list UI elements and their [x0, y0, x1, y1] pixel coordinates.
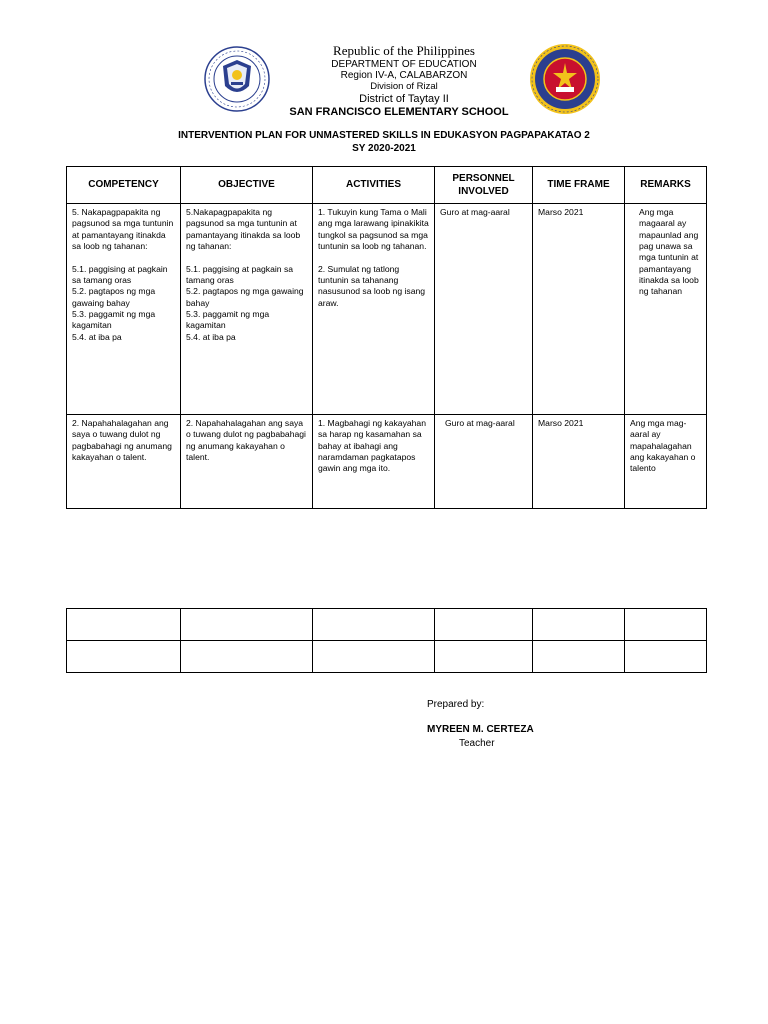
document-title	[0, 129, 768, 155]
title-line-1: INTERVENTION PLAN FOR UNMASTERED SKILLS IN EDUKASYON PAGPAPAKATAO 2	[178, 130, 590, 141]
blank-cell	[67, 609, 181, 641]
table-row	[67, 204, 707, 415]
blank-row	[67, 609, 707, 641]
remarks-cell: Ang mga mag-aaral ay mapahalagahan ang kakayahan o talento	[625, 415, 707, 509]
blank-cell	[435, 641, 533, 673]
division-text: Division of Rizal	[370, 80, 438, 92]
title-line-2: SY 2020-2021	[352, 143, 416, 154]
blank-cell	[181, 609, 313, 641]
school-name: SAN FRANCISCO ELEMENTARY SCHOOL	[289, 105, 509, 118]
table-header-row	[67, 167, 707, 204]
personnel-cell: Guro at mag-aaral	[435, 415, 533, 509]
header-activities: ACTIVITIES	[313, 167, 435, 204]
prepared-by-label: Prepared by:	[427, 699, 485, 710]
department-text: DEPARTMENT OF EDUCATION	[331, 58, 477, 70]
preparer-name: MYREEN M. CERTEZA	[427, 724, 534, 735]
table-row	[67, 415, 707, 509]
blank-cell	[533, 609, 625, 641]
blank-cell	[313, 609, 435, 641]
header-remarks: REMARKS	[625, 167, 707, 204]
remarks-cell: Ang mga magaaral ay mapaunlad ang pag unawa sa mga tuntunin at pamantayang itinakda sa loob ng tahanan	[625, 204, 707, 415]
blank-cell	[67, 641, 181, 673]
header-personnel: PERSONNEL INVOLVED	[435, 167, 533, 204]
time-frame-cell: Marso 2021	[533, 415, 625, 509]
competency-cell: 5. Nakapagpapakita ng pagsunod sa mga tuntunin at pamantayang itinakda sa loob ng tahanan: 5.1. paggising at pagkain sa tamang oras 5.2. pagtapos ng mga gawaing bahay 5.3. paggamit ng mga kagamitan 5.4. at iba pa	[67, 204, 181, 415]
blank-cell	[625, 641, 707, 673]
blank-cell	[313, 641, 435, 673]
intervention-plan-table	[66, 166, 707, 509]
preparer-role: Teacher	[459, 738, 495, 749]
district-text: District of Taytay II	[359, 92, 449, 105]
activities-cell: 1. Magbahagi ng kakayahan sa harap ng kasamahan sa bahay at ibahagi ang naramdaman pagkatapos gawin ang mga ito.	[313, 415, 435, 509]
letterhead	[0, 44, 768, 118]
blank-cell	[181, 641, 313, 673]
republic-text: Republic of the Philippines	[333, 43, 475, 58]
objective-cell: 5.Nakapagpapakita ng pagsunod sa mga tuntunin at pamantayang itinakda sa loob ng tahanan: 5.1. paggising at pagkain sa tamang oras 5.2. pagtapos ng mga gawaing bahay 5.3. paggamit ng mga kagamitan 5.4. at iba pa	[181, 204, 313, 415]
competency-cell: 2. Napahahalagahan ang saya o tuwang dulot ng pagbabahagi ng anumang kakayahan o talent.	[67, 415, 181, 509]
blank-row	[67, 641, 707, 673]
blank-cell	[435, 609, 533, 641]
personnel-cell: Guro at mag-aaral	[435, 204, 533, 415]
objective-cell: 2. Napahahalagahan ang saya o tuwang dulot ng pagbabahagi ng anumang kakayahan o talent.	[181, 415, 313, 509]
header-time-frame: TIME FRAME	[533, 167, 625, 204]
header-objective: OBJECTIVE	[181, 167, 313, 204]
activities-cell: 1. Tukuyin kung Tama o Mali ang mga larawang ipinakikita tungkol sa pagsunod sa mga tuntunin sa loob ng tahanan. 2. Sumulat ng tatlong tuntunin sa tahanang nasusunod sa loob ng isang araw.	[313, 204, 435, 415]
region-text: Region IV-A, CALABARZON	[340, 70, 468, 82]
blank-cell	[533, 641, 625, 673]
blank-table	[66, 608, 707, 673]
time-frame-cell: Marso 2021	[533, 204, 625, 415]
blank-cell	[625, 609, 707, 641]
header-competency: COMPETENCY	[67, 167, 181, 204]
